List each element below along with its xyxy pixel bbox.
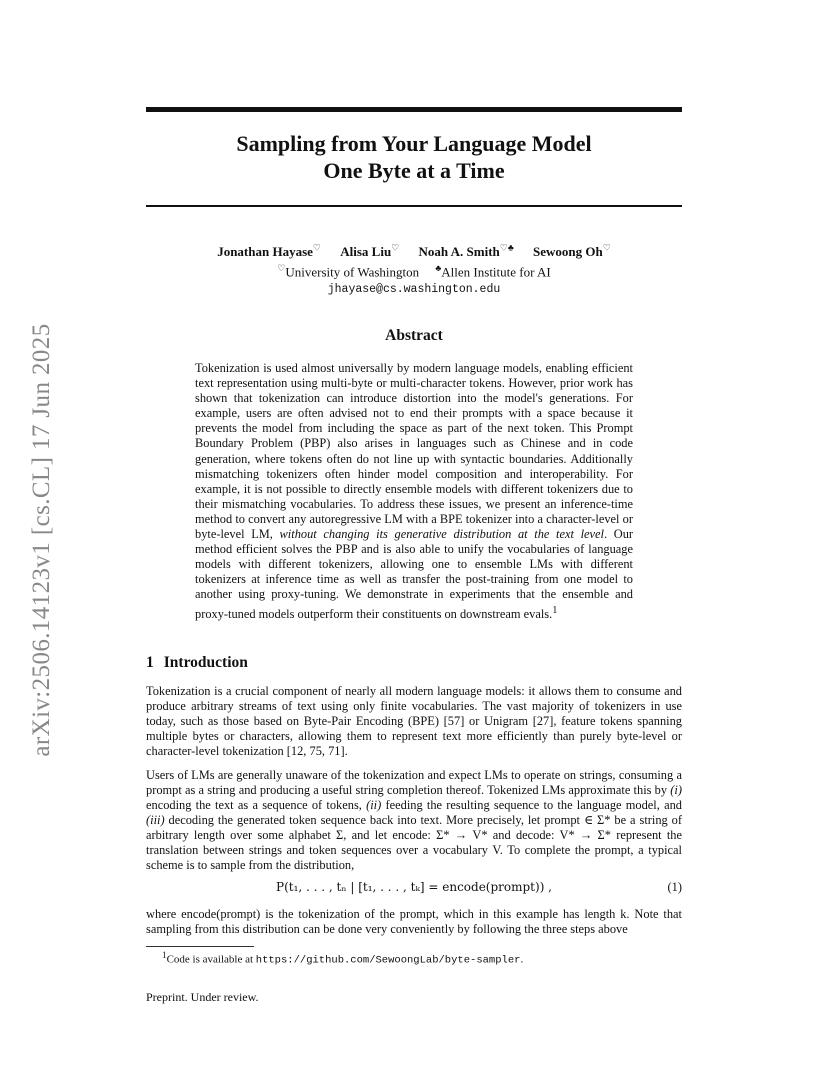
affiliations: ♡University of Washington ♣Allen Institute for AI <box>277 263 551 280</box>
author: Jonathan Hayase♡ <box>217 243 321 260</box>
author: Alisa Liu♡ <box>340 243 400 260</box>
title-line-2: One Byte at a Time <box>323 158 505 183</box>
footnote-ref: 1 <box>552 604 558 616</box>
author-names <box>146 240 682 260</box>
arxiv-identifier: arXiv:2506.14123v1 [cs.CL] 17 Jun 2025 <box>28 323 55 757</box>
abstract-text: Tokenization is used almost universally by modern language models, enabling efficient text representation using multi-byte or multi-character tokens. However, prior work has shown that tokenization can introduce distortion into the model's generations. For example, users are often advised not to end their prompts with a space because it prevents the model from including the space as part of the next token. This Prompt Boundary Problem (PBP) also arises in languages such as Chinese and in code generation, where tokens often do not line up with syntactic boundaries. Additionally mismatching tokenizers often hinder model composition and interoperability. For example, it is not possible to directly ensemble models with different tokenizers due to their mismatching vocabularies. To address these issues, we present an inference-time method to convert any autoregressive LM with a BPE tokenizer into a character-level or byte-level LM, without changing its generative distribution at the text level. Our method efficient solves the PBP and is also able to unify the vocabularies of language models with different tokenizers, allowing one to ensemble LMs with different tokenizers at inference time as well as transfer the post-training from one model to another using proxy-tuning. We demonstrate in experiments that the ensemble and proxy-tuned models outperform their constituents on downstream evals.$^1$ <box>195 361 634 621</box>
author: Sewoong Oh♡ <box>533 243 611 260</box>
equation-number: (1) <box>667 880 682 894</box>
paper-title <box>146 130 682 184</box>
section-heading: 1 Introduction <box>146 654 248 671</box>
footnote-rule <box>146 946 254 947</box>
title-line-1: Sampling from Your Language Model <box>236 131 592 156</box>
paragraph-2: Users of LMs are generally unaware of the tokenization and expect LMs to operate on strings, consuming a prompt as a string and producing a useful string completion thereof. Tokenized LMs approximate this by (i) encoding the text as a sequence of tokens, (ii) feeding the resulting sequence to the language model, and (iii) decoding the generated token sequence back into text. More precisely, let prompt ∈ Σ* be a string of arbitrary length over some alphabet Σ, and let encode: Σ* → V* and decode: V* → Σ* represent the translation between strings and token sequences over a vocabulary V. To complete the prompt, a typical scheme is to sample from the distribution, <box>146 768 682 872</box>
title-rule <box>146 205 682 207</box>
contact-email: jhayase@cs.washington.edu <box>327 282 501 296</box>
author: Noah A. Smith♡♣ <box>418 243 514 260</box>
footnote: $^1$Code is available at https://github.com/SewoongLab/byte-sampler. <box>162 950 524 967</box>
preprint-note: Preprint. Under review. <box>146 990 259 1004</box>
abstract-heading: Abstract <box>385 327 443 344</box>
top-rule <box>146 107 682 112</box>
paragraph-1: Tokenization is a crucial component of nearly all modern language models: it allows them to consume and produce arbitrary streams of text using only finite vocabularies. The vast majority of tokenizers in use today, such as those based on Byte-Pair Encoding (BPE) [57] or Unigram [27], feature tokens spanning multiple bytes or characters, allowing them to represent text more efficiently than purely byte-level or character-level tokenization [12, 75, 71]. <box>146 684 682 758</box>
equation-body: P(t₁, . . . , tₙ | [t₁, . . . , tₖ] = encode(prompt)) , <box>276 880 552 894</box>
affiliation-ai2: Allen Institute for AI <box>441 264 551 280</box>
author-block <box>146 240 682 298</box>
code-link[interactable]: https://github.com/SewoongLab/byte-sampler <box>255 954 521 967</box>
paragraph-3: where encode(prompt) is the tokenization of the prompt, which in this example has length k. Note that sampling from this distribution can be done very conveniently by following the three steps above <box>146 907 682 936</box>
equation-1 <box>146 880 682 894</box>
affiliation-uw: University of Washington <box>285 264 420 280</box>
arxiv-stamp <box>22 300 62 780</box>
